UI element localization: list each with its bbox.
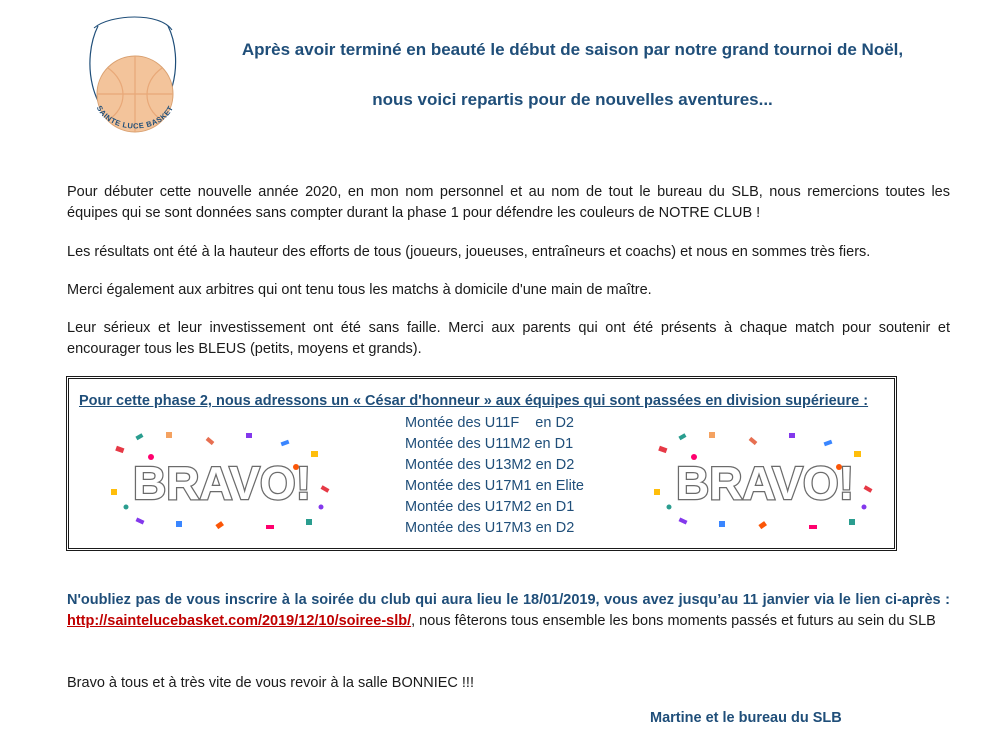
promotion-item: Montée des U11F en D2: [405, 415, 574, 431]
sainte-luce-basket-logo: [80, 8, 190, 140]
honours-box: [66, 376, 897, 551]
promotion-item: Montée des U17M1 en Elite: [405, 478, 584, 494]
thanks-paragraph: Pour débuter cette nouvelle année 2020, en mon nom personnel et au nom de tout le bureau du SLB, nous remercions toutes les équipes qui se sont données sans compter durant la phase 1 pour défendre les couleurs de NOTRE CLUB !: [67, 184, 950, 221]
referees-paragraph: Merci également aux arbitres qui ont tenu tous les matchs à domicile d'une main de maître.: [67, 282, 652, 298]
party-text-after: , nous fêterons tous ensemble les bons moments passés et futurs au sein du SLB: [411, 613, 936, 629]
party-paragraph: [67, 590, 950, 632]
bravo-confetti-image: [649, 427, 881, 537]
party-link[interactable]: http://saintelucebasket.com/2019/12/10/soiree-slb/: [67, 613, 412, 629]
headline-line-2: nous voici repartis pour de nouvelles aventures...: [372, 90, 773, 109]
closing-paragraph: Bravo à tous et à très vite de vous revoir à la salle BONNIEC !!!: [67, 675, 474, 691]
promotion-item: Montée des U17M2 en D1: [405, 499, 575, 515]
bravo-confetti-image: [106, 427, 338, 537]
party-text: N'oubliez pas de vous inscrire à la soirée du club qui aura lieu le 18/01/2019, vous avez jusqu’au 11 janvier via le lien ci-après :: [67, 592, 950, 608]
parents-paragraph: Leur sérieux et leur investissement ont été sans faille. Merci aux parents qui ont été présents à chaque match pour soutenir et encourager tous les BLEUS (petits, moyens et grands).: [67, 320, 950, 357]
promotion-item: Montée des U11M2 en D1: [405, 436, 574, 452]
promotion-item: Montée des U13M2 en D2: [405, 457, 575, 473]
bravo-text: BRAVO!: [675, 457, 855, 509]
results-paragraph: Les résultats ont été à la hauteur des efforts de tous (joueurs, joueuses, entraîneurs et coachs) et nous en sommes très fiers.: [67, 244, 871, 260]
signature: Martine et le bureau du SLB: [650, 710, 842, 726]
bravo-text: BRAVO!: [132, 457, 312, 509]
logo-text: SAINTE LUCE BASKET: [94, 104, 176, 131]
promotions-list: [405, 413, 584, 539]
honours-title: Pour cette phase 2, nous adressons un « César d'honneur » aux équipes qui sont passées en division supérieure :: [79, 393, 869, 409]
promotion-item: Montée des U17M3 en D2: [405, 520, 575, 536]
headline-line-1: Après avoir terminé en beauté le début de saison par notre grand tournoi de Noël,: [241, 40, 904, 59]
